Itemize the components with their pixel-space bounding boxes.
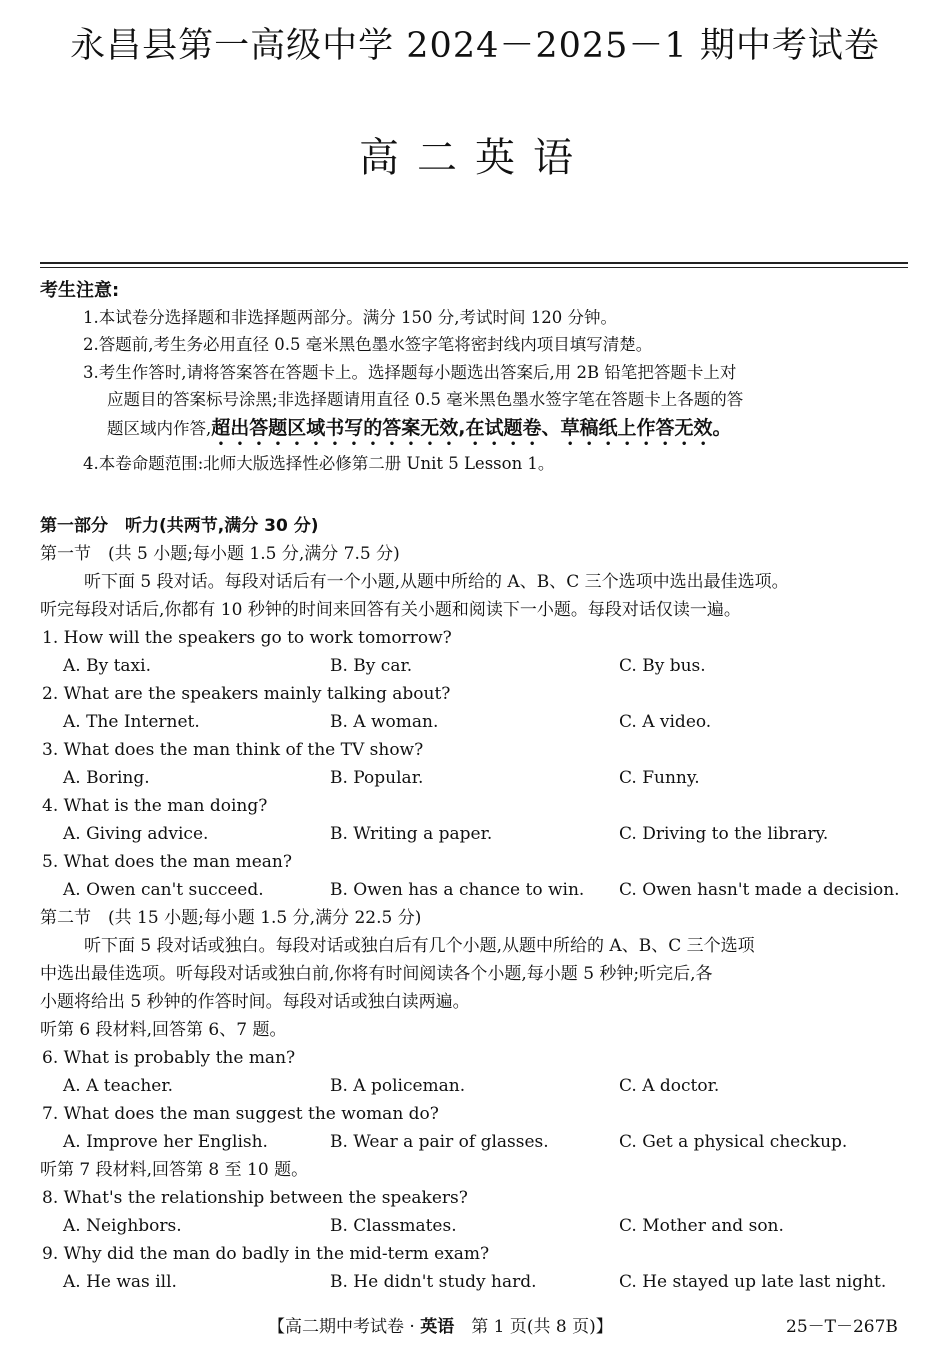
- option-a: A. Neighbors.: [63, 1216, 182, 1236]
- section-heading: 第一节 (共 5 小题;每小题 1.5 分,满分 7.5 分): [40, 544, 400, 564]
- option-b: B. Popular.: [330, 768, 424, 788]
- options-row: [40, 764, 910, 792]
- question: 3. What does the man think of the TV show?: [42, 740, 424, 760]
- footer-page: 第 1 页(共 8 页)】: [454, 1317, 613, 1337]
- option-b: B. A policeman.: [330, 1076, 466, 1096]
- option-c: C. Funny.: [619, 768, 700, 788]
- page-footer: [268, 1312, 613, 1337]
- note-item: 3.考生作答时,请将答案答在答题卡上。选择题每小题选出答案后,用 2B 铅笔把答题卡上对: [83, 363, 737, 382]
- instructions: 听下面 5 段对话。每段对话后有一个小题,从题中所给的 A、B、C 三个选项中选出最佳选项。: [84, 572, 789, 592]
- option-a: A. Improve her English.: [63, 1132, 268, 1152]
- note-item: 4.本卷命题范围:北师大版选择性必修第二册 Unit 5 Lesson 1。: [83, 454, 555, 473]
- option-b: B. Writing a paper.: [330, 824, 493, 844]
- option-c: C. Owen hasn't made a decision.: [619, 880, 900, 900]
- exam-title: 永昌县第一高级中学 2024－2025－1 期中考试卷: [70, 26, 880, 66]
- note-item: 2.答题前,考生务必用直径 0.5 毫米黑色墨水签字笔将密封线内项目填写清楚。: [83, 335, 653, 354]
- options-row: [40, 708, 910, 736]
- question: 4. What is the man doing?: [42, 796, 268, 816]
- options-row: [40, 1212, 910, 1240]
- options-row: [40, 1268, 910, 1296]
- option-b: B. Owen has a chance to win.: [330, 880, 585, 900]
- option-b: B. Wear a pair of glasses.: [330, 1132, 549, 1152]
- instructions: 小题将给出 5 秒钟的作答时间。每段对话或独白读两遍。: [40, 992, 470, 1012]
- option-a: A. Owen can't succeed.: [63, 880, 264, 900]
- option-a: A. He was ill.: [63, 1272, 177, 1292]
- option-b: B. By car.: [330, 656, 413, 676]
- listening-part: [40, 512, 910, 1296]
- section-heading: 第二节 (共 15 小题;每小题 1.5 分,满分 22.5 分): [40, 908, 422, 928]
- option-a: A. Giving advice.: [63, 824, 209, 844]
- note-item: 1.本试卷分选择题和非选择题两部分。满分 150 分,考试时间 120 分钟。: [83, 308, 617, 327]
- option-b: B. He didn't study hard.: [330, 1272, 537, 1292]
- question: 6. What is probably the man?: [42, 1048, 296, 1068]
- divider: [40, 262, 908, 264]
- question: 2. What are the speakers mainly talking about?: [42, 684, 451, 704]
- option-c: C. By bus.: [619, 656, 706, 676]
- options-row: [40, 820, 910, 848]
- option-c: C. A video.: [619, 712, 712, 732]
- option-c: C. Mother and son.: [619, 1216, 784, 1236]
- option-a: A. A teacher.: [63, 1076, 173, 1096]
- option-c: C. A doctor.: [619, 1076, 720, 1096]
- instructions: 听完每段对话后,你都有 10 秒钟的时间来回答有关小题和阅读下一小题。每段对话仅读一遍。: [40, 600, 741, 620]
- footer-text: 【高二期中考试卷 ·: [268, 1317, 421, 1337]
- option-a: A. By taxi.: [63, 656, 151, 676]
- option-c: C. Driving to the library.: [619, 824, 829, 844]
- instructions: 中选出最佳选项。听每段对话或独白前,你将有时间阅读各个小题,每小题 5 秒钟;听完后,各: [40, 964, 713, 984]
- option-a: A. Boring.: [63, 768, 150, 788]
- divider: [40, 267, 908, 268]
- instructions: 听下面 5 段对话或独白。每段对话或独白后有几个小题,从题中所给的 A、B、C 三个选项: [84, 936, 755, 956]
- options-row: [40, 876, 910, 904]
- note-item: [107, 413, 731, 450]
- question: 8. What's the relationship between the speakers?: [42, 1188, 468, 1208]
- option-b: B. A woman.: [330, 712, 439, 732]
- option-c: C. He stayed up late last night.: [619, 1272, 887, 1292]
- exam-subject: 高二英语: [359, 135, 591, 181]
- option-c: C. Get a physical checkup.: [619, 1132, 848, 1152]
- question: 5. What does the man mean?: [42, 852, 292, 872]
- option-b: B. Classmates.: [330, 1216, 457, 1236]
- material-note: 听第 7 段材料,回答第 8 至 10 题。: [40, 1160, 309, 1180]
- question: 1. How will the speakers go to work tomorrow?: [42, 628, 452, 648]
- exam-code: 25－T－267B: [786, 1317, 898, 1337]
- option-a: A. The Internet.: [63, 712, 200, 732]
- material-note: 听第 6 段材料,回答第 6、7 题。: [40, 1020, 287, 1040]
- options-row: [40, 652, 910, 680]
- question: 9. Why did the man do badly in the mid-term exam?: [42, 1244, 490, 1264]
- question: 7. What does the man suggest the woman do?: [42, 1104, 439, 1124]
- notes-heading: 考生注意:: [40, 280, 120, 301]
- note-text: 题区域内作答,: [107, 419, 212, 438]
- options-row: [40, 1128, 910, 1156]
- part-heading: 第一部分 听力(共两节,满分 30 分): [40, 516, 319, 536]
- note-item: 应题目的答案标号涂黑;非选择题请用直径 0.5 毫米黑色墨水签字笔在答题卡上各题的答: [107, 390, 744, 409]
- options-row: [40, 1072, 910, 1100]
- footer-subject: 英语: [420, 1317, 455, 1337]
- note-emphasis: 超出答题区域书写的答案无效,在试题卷、草稿纸上作答无效。: [211, 417, 732, 439]
